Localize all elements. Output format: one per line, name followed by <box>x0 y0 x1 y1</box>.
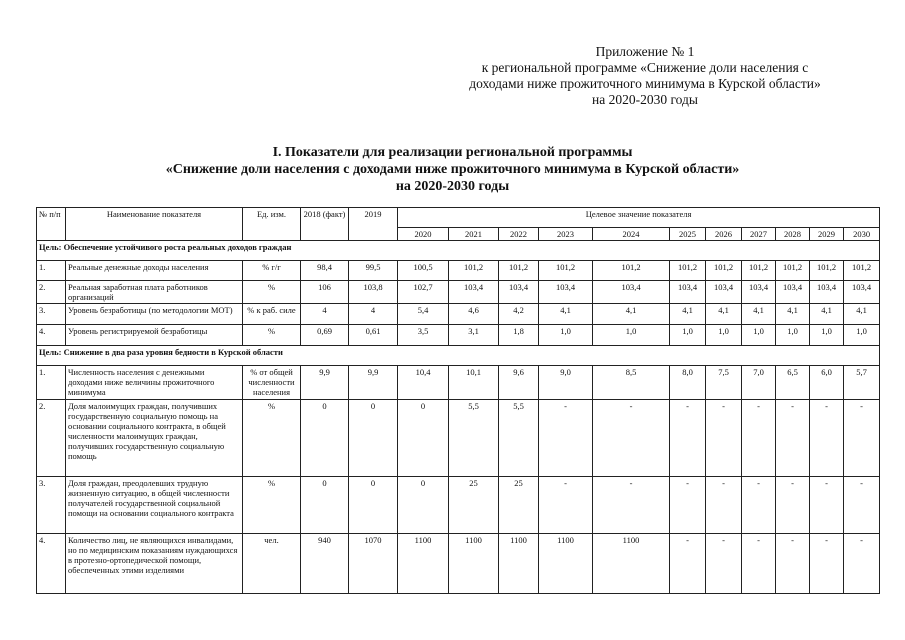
indicator-name: Уровень регистрируемой безработицы <box>66 325 243 346</box>
table-row <box>37 304 880 325</box>
value-2018: 0 <box>301 477 349 534</box>
value-2028: 1,0 <box>776 325 810 346</box>
row-number: 2. <box>37 281 66 304</box>
value-2019: 9,9 <box>349 366 398 400</box>
value-2030: - <box>844 400 880 477</box>
goal-row <box>37 241 880 261</box>
value-2022: 1100 <box>499 534 539 594</box>
value-2025: 101,2 <box>670 261 706 281</box>
value-2024: 1100 <box>593 534 670 594</box>
value-2019: 1070 <box>349 534 398 594</box>
value-2026: - <box>706 477 742 534</box>
unit: % <box>243 477 301 534</box>
value-2027: 101,2 <box>742 261 776 281</box>
header-target: Целевое значение показателя <box>398 208 880 228</box>
value-2020: 1100 <box>398 534 449 594</box>
value-2022: 101,2 <box>499 261 539 281</box>
value-2019: 0,61 <box>349 325 398 346</box>
title-line-3: на 2020-2030 годы <box>395 179 510 194</box>
value-2028: 103,4 <box>776 281 810 304</box>
value-2023: - <box>539 400 593 477</box>
value-2021: 101,2 <box>449 261 499 281</box>
value-2024: 8,5 <box>593 366 670 400</box>
year-2028: 2028 <box>776 228 810 241</box>
header-unit: Ед. изм. <box>243 208 301 241</box>
value-2022: 5,5 <box>499 400 539 477</box>
value-2020: 102,7 <box>398 281 449 304</box>
value-2028: 4,1 <box>776 304 810 325</box>
year-2027: 2027 <box>742 228 776 241</box>
value-2030: 4,1 <box>844 304 880 325</box>
value-2021: 103,4 <box>449 281 499 304</box>
value-2024: - <box>593 400 670 477</box>
table-row <box>37 400 880 477</box>
year-2025: 2025 <box>670 228 706 241</box>
table-row <box>37 325 880 346</box>
indicator-name: Количество лиц, не являющихся инвалидами, но по медицинским показаниям нуждающихся в протезно-ортопедической помощи, обеспеченных этими изделиями <box>66 534 243 594</box>
value-2019: 0 <box>349 400 398 477</box>
value-2024: 103,4 <box>593 281 670 304</box>
value-2018: 940 <box>301 534 349 594</box>
unit: % г/г <box>243 261 301 281</box>
unit: чел. <box>243 534 301 594</box>
value-2029: 101,2 <box>810 261 844 281</box>
value-2024: - <box>593 477 670 534</box>
value-2023: 101,2 <box>539 261 593 281</box>
value-2024: 101,2 <box>593 261 670 281</box>
value-2029: - <box>810 477 844 534</box>
value-2021: 1100 <box>449 534 499 594</box>
value-2021: 3,1 <box>449 325 499 346</box>
value-2026: - <box>706 534 742 594</box>
value-2018: 0,69 <box>301 325 349 346</box>
row-number: 3. <box>37 304 66 325</box>
value-2019: 4 <box>349 304 398 325</box>
value-2019: 99,5 <box>349 261 398 281</box>
year-2030: 2030 <box>844 228 880 241</box>
value-2019: 0 <box>349 477 398 534</box>
table-row <box>37 281 880 304</box>
year-2029: 2029 <box>810 228 844 241</box>
indicator-name: Доля малоимущих граждан, получивших государственную социальную помощь на основании социального контракта, в общей численности малоимущих граждан, получивших государственную социальную помощь <box>66 400 243 477</box>
row-number: 3. <box>37 477 66 534</box>
value-2030: 101,2 <box>844 261 880 281</box>
unit: % от общей численности населения <box>243 366 301 400</box>
value-2027: 103,4 <box>742 281 776 304</box>
value-2022: 4,2 <box>499 304 539 325</box>
value-2020: 10,4 <box>398 366 449 400</box>
value-2030: 103,4 <box>844 281 880 304</box>
value-2028: - <box>776 534 810 594</box>
value-2023: - <box>539 477 593 534</box>
value-2026: 103,4 <box>706 281 742 304</box>
value-2019: 103,8 <box>349 281 398 304</box>
annex-line-3: доходами ниже прожиточного минимума в Курской области» <box>469 76 821 91</box>
year-2023: 2023 <box>539 228 593 241</box>
value-2020: 5,4 <box>398 304 449 325</box>
value-2026: 101,2 <box>706 261 742 281</box>
value-2025: 1,0 <box>670 325 706 346</box>
unit: % <box>243 325 301 346</box>
value-2027: - <box>742 534 776 594</box>
value-2020: 0 <box>398 400 449 477</box>
row-number: 1. <box>37 366 66 400</box>
value-2021: 25 <box>449 477 499 534</box>
goal-label: Цель: Обеспечение устойчивого роста реальных доходов граждан <box>37 241 880 261</box>
annex-line-4: на 2020-2030 годы <box>592 92 698 107</box>
value-2025: - <box>670 400 706 477</box>
value-2027: 4,1 <box>742 304 776 325</box>
table-row <box>37 534 880 594</box>
table-row <box>37 261 880 281</box>
value-2022: 9,6 <box>499 366 539 400</box>
table-row <box>37 366 880 400</box>
value-2030: 5,7 <box>844 366 880 400</box>
value-2026: 7,5 <box>706 366 742 400</box>
value-2028: - <box>776 400 810 477</box>
annex-header <box>430 44 860 108</box>
document-title <box>90 144 815 195</box>
indicator-name: Численность населения с денежными доходами ниже величины прожиточного минимума <box>66 366 243 400</box>
header-num: № п/п <box>37 208 66 241</box>
value-2023: 1100 <box>539 534 593 594</box>
value-2023: 103,4 <box>539 281 593 304</box>
header-2018: 2018 (факт) <box>301 208 349 241</box>
value-2027: - <box>742 477 776 534</box>
value-2021: 10,1 <box>449 366 499 400</box>
indicator-name: Реальные денежные доходы населения <box>66 261 243 281</box>
value-2030: - <box>844 534 880 594</box>
value-2028: 101,2 <box>776 261 810 281</box>
value-2020: 3,5 <box>398 325 449 346</box>
header-2019: 2019 <box>349 208 398 241</box>
value-2018: 0 <box>301 400 349 477</box>
goal-label: Цель: Снижение в два раза уровня бедности в Курской области <box>37 346 880 366</box>
value-2024: 4,1 <box>593 304 670 325</box>
title-line-2: «Снижение доли населения с доходами ниже прожиточного минимума в Курской области» <box>165 162 740 177</box>
indicator-name: Реальная заработная плата работников организаций <box>66 281 243 304</box>
year-2021: 2021 <box>449 228 499 241</box>
value-2021: 5,5 <box>449 400 499 477</box>
value-2024: 1,0 <box>593 325 670 346</box>
value-2018: 4 <box>301 304 349 325</box>
unit: % <box>243 400 301 477</box>
year-2022: 2022 <box>499 228 539 241</box>
value-2018: 98,4 <box>301 261 349 281</box>
row-number: 2. <box>37 400 66 477</box>
value-2025: - <box>670 534 706 594</box>
value-2025: 8,0 <box>670 366 706 400</box>
value-2027: 1,0 <box>742 325 776 346</box>
annex-line-2: к региональной программе «Снижение доли населения с <box>481 60 809 75</box>
value-2020: 0 <box>398 477 449 534</box>
row-number: 4. <box>37 534 66 594</box>
value-2025: - <box>670 477 706 534</box>
value-2020: 100,5 <box>398 261 449 281</box>
value-2027: - <box>742 400 776 477</box>
value-2030: - <box>844 477 880 534</box>
value-2026: 4,1 <box>706 304 742 325</box>
year-2024: 2024 <box>593 228 670 241</box>
value-2018: 9,9 <box>301 366 349 400</box>
value-2029: 4,1 <box>810 304 844 325</box>
unit: % <box>243 281 301 304</box>
value-2023: 9,0 <box>539 366 593 400</box>
value-2029: 6,0 <box>810 366 844 400</box>
value-2028: - <box>776 477 810 534</box>
value-2026: - <box>706 400 742 477</box>
title-line-1: I. Показатели для реализации региональной программы <box>272 145 633 160</box>
value-2028: 6,5 <box>776 366 810 400</box>
value-2023: 4,1 <box>539 304 593 325</box>
value-2029: - <box>810 400 844 477</box>
value-2023: 1,0 <box>539 325 593 346</box>
annex-line-1: Приложение № 1 <box>595 44 695 59</box>
value-2025: 103,4 <box>670 281 706 304</box>
year-2020: 2020 <box>398 228 449 241</box>
value-2026: 1,0 <box>706 325 742 346</box>
value-2030: 1,0 <box>844 325 880 346</box>
table-row <box>37 477 880 534</box>
row-number: 4. <box>37 325 66 346</box>
row-number: 1. <box>37 261 66 281</box>
indicator-name: Уровень безработицы (по методологии МОТ) <box>66 304 243 325</box>
year-2026: 2026 <box>706 228 742 241</box>
value-2029: 1,0 <box>810 325 844 346</box>
value-2025: 4,1 <box>670 304 706 325</box>
goal-row <box>37 346 880 366</box>
indicator-name: Доля граждан, преодолевших трудную жизненную ситуацию, в общей численности получателей государственной социальной помощи на основании социального контракта <box>66 477 243 534</box>
value-2027: 7,0 <box>742 366 776 400</box>
header-name: Наименование показателя <box>66 208 243 241</box>
value-2022: 103,4 <box>499 281 539 304</box>
indicators-table <box>36 207 880 594</box>
value-2029: - <box>810 534 844 594</box>
unit: % к раб. силе <box>243 304 301 325</box>
value-2018: 106 <box>301 281 349 304</box>
value-2022: 25 <box>499 477 539 534</box>
value-2021: 4,6 <box>449 304 499 325</box>
value-2022: 1,8 <box>499 325 539 346</box>
value-2029: 103,4 <box>810 281 844 304</box>
